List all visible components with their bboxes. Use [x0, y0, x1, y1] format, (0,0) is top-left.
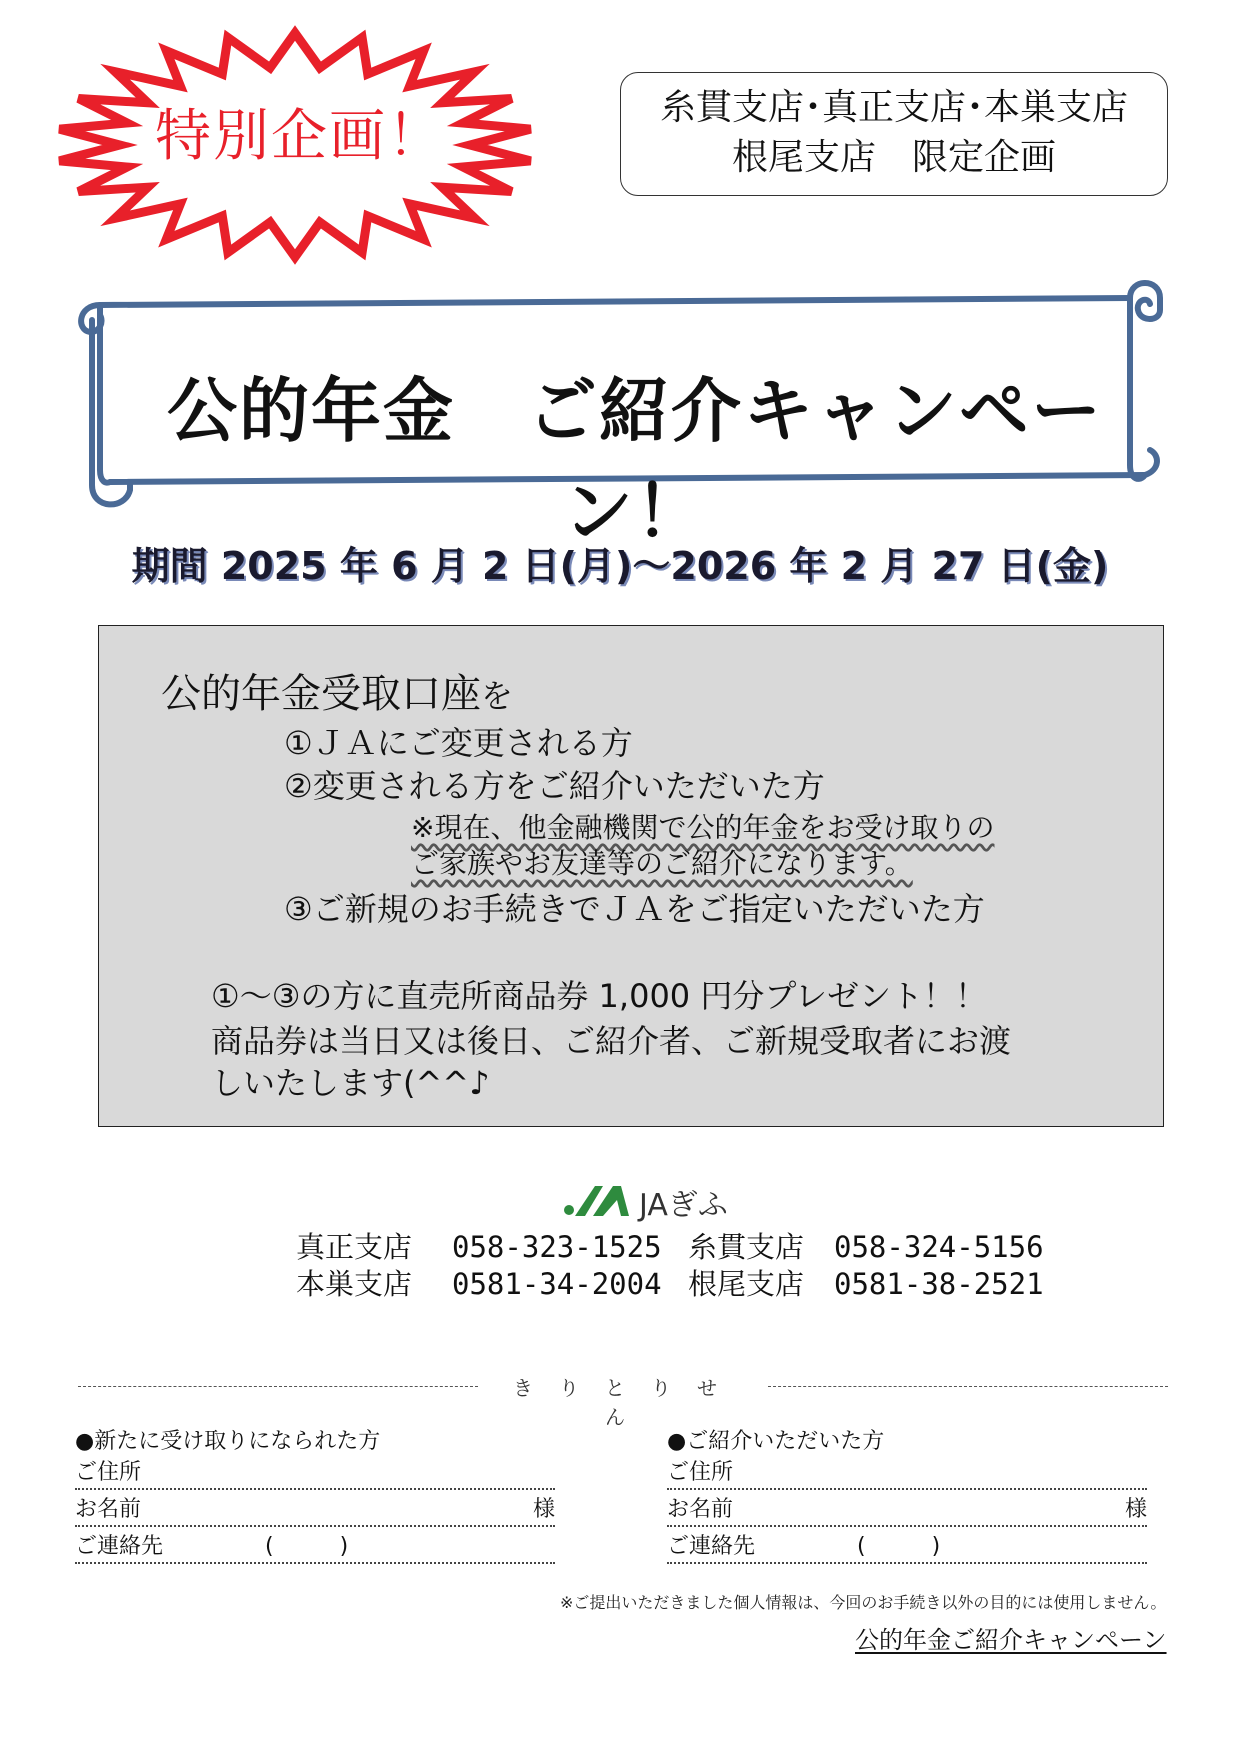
special-label: 特別企画！ — [155, 104, 445, 169]
address-label: ご住所 — [75, 1460, 142, 1485]
contact-label: ご連絡先 — [75, 1534, 164, 1559]
condition-3: ③ご新規のお手続きでＪＡをご指定いただいた方 — [284, 890, 985, 928]
branch-phone: 0581-38-2521 — [834, 1267, 1044, 1301]
form-right-contact-field[interactable] — [667, 1532, 1147, 1564]
ja-logo-icon — [563, 1182, 633, 1218]
privacy-note: ※ご提出いただきました個人情報は、今回のお手続き以外の目的には使用しません。 — [560, 1593, 1167, 1612]
banner-title: 公的年金 ご紹介キャンペーン！ — [167, 370, 1103, 553]
condition-2: ②変更される方をご紹介いただいた方 — [284, 767, 825, 805]
cut-line-label: きりとりせん — [513, 1376, 743, 1429]
branch-name: 根尾支店 — [688, 1267, 805, 1301]
present-line-1: ①～③の方に直売所商品券 1,000 円分プレゼント！！ — [211, 977, 988, 1015]
box-heading-particle: を — [481, 677, 514, 715]
branch-phone: 058-323-1525 — [452, 1230, 662, 1264]
contact-motosu — [296, 1262, 662, 1303]
form-right-heading: ●ご紹介いただいた方 — [667, 1429, 885, 1454]
limited-line-2: 根尾支店 限定企画 — [731, 137, 1056, 178]
honorific-label: 様 — [1124, 1497, 1147, 1522]
form-right-name-field[interactable] — [667, 1495, 1147, 1527]
cut-line-dash-right — [768, 1386, 1168, 1387]
box-heading — [161, 662, 513, 719]
branch-name: 本巣支店 — [296, 1267, 413, 1301]
cut-line — [78, 1372, 1168, 1429]
cut-line-dash-left — [78, 1386, 478, 1387]
name-label: お名前 — [667, 1497, 734, 1522]
phone-paren: ( ) — [857, 1534, 941, 1559]
form-right-address-field[interactable] — [667, 1458, 1147, 1490]
form-left-contact-field[interactable] — [75, 1532, 555, 1564]
condition-2-note-line-2: ご家族やお友達等のご紹介になります。 — [411, 847, 913, 880]
branch-phone: 058-324-5156 — [834, 1230, 1044, 1264]
branch-name: 糸貫支店 — [688, 1230, 805, 1264]
address-label: ご住所 — [667, 1460, 734, 1485]
ja-gifu-logo — [563, 1178, 763, 1222]
form-left-address-field[interactable] — [75, 1458, 555, 1490]
phone-paren: ( ) — [265, 1534, 349, 1559]
contact-itonuki — [688, 1225, 1044, 1266]
form-left-heading: ●新たに受け取りになられた方 — [75, 1429, 381, 1454]
name-label: お名前 — [75, 1497, 142, 1522]
limited-branches-box — [620, 72, 1168, 196]
contact-neo — [688, 1262, 1044, 1303]
box-heading-main: 公的年金受取口座 — [161, 671, 481, 717]
present-line-2: 商品券は当日又は後日、ご紹介者、ご新規受取者にお渡 — [211, 1022, 1012, 1060]
form-left-name-field[interactable] — [75, 1495, 555, 1527]
condition-1: ①ＪＡにご変更される方 — [284, 724, 633, 762]
branch-phone: 0581-34-2004 — [452, 1267, 662, 1301]
branch-name: 真正支店 — [296, 1230, 413, 1264]
honorific-label: 様 — [532, 1497, 555, 1522]
logo-text: JAぎふ — [639, 1188, 728, 1223]
footer-campaign-title: 公的年金ご紹介キャンペーン — [855, 1626, 1167, 1654]
campaign-period: 期間 2025 年 6 月 2 日(月)～2026 年 2 月 27 日(金) — [131, 544, 1109, 588]
limited-line-1: 糸貫支店･真正支店･本巣支店 — [659, 87, 1128, 128]
contact-shinsei — [296, 1225, 662, 1266]
condition-2-note-line-1: ※現在、他金融機関で公的年金をお受け取りの — [411, 811, 995, 844]
present-line-3: しいたします(^^♪ — [211, 1064, 490, 1102]
contact-label: ご連絡先 — [667, 1534, 756, 1559]
campaign-details-box — [98, 625, 1164, 1127]
